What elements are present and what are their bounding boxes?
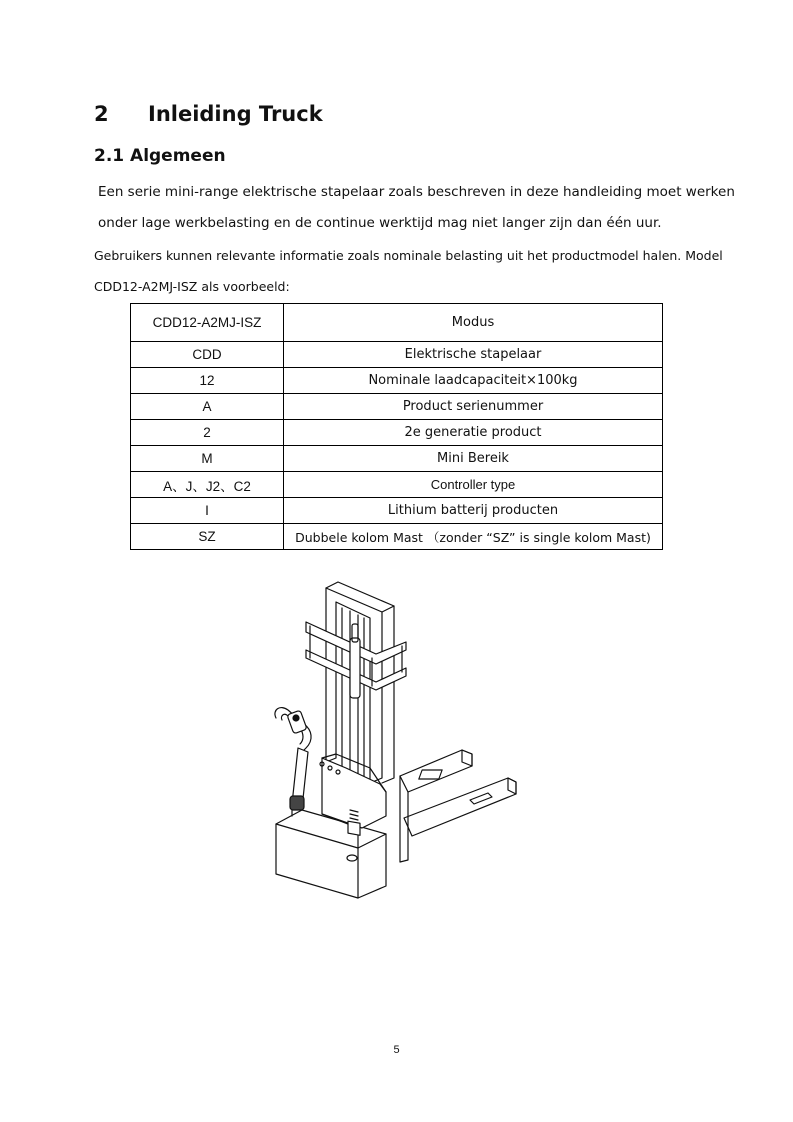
table-cell-meaning: Controller type [284, 472, 663, 498]
section-number: 2 [94, 102, 109, 126]
page-number: 5 [393, 1044, 400, 1056]
table-cell-code: CDD [131, 342, 284, 368]
table-row [131, 524, 663, 550]
table-cell-meaning: Lithium batterij producten [284, 498, 663, 524]
table-cell-meaning: Nominale laadcapaciteit×100kg [284, 368, 663, 394]
table-cell-code: 12 [131, 368, 284, 394]
table-row [131, 420, 663, 446]
paragraph-line-1: Een serie mini-range elektrische stapelaar zoals beschreven in deze handleiding moet werken [98, 184, 735, 200]
table-cell-code: M [131, 446, 284, 472]
table-row [131, 368, 663, 394]
table-cell-code: SZ [131, 524, 284, 550]
table-cell-meaning: Elektrische stapelaar [284, 342, 663, 368]
table-cell-meaning: Product serienummer [284, 394, 663, 420]
forks-drawing [400, 750, 516, 862]
table-cell-meaning: 2e generatie product [284, 420, 663, 446]
section-heading [94, 102, 323, 126]
mast-drawing [306, 582, 406, 783]
table-row [131, 342, 663, 368]
table-row [131, 498, 663, 524]
tiller-handle-drawing [275, 708, 311, 810]
table-cell-code: I [131, 498, 284, 524]
table-cell-code: 2 [131, 420, 284, 446]
table-row [131, 394, 663, 420]
subsection-heading: 2.1 Algemeen [94, 146, 226, 166]
table-header-cell: Modus [284, 304, 663, 342]
table-cell-code: A [131, 394, 284, 420]
table-header-row [131, 304, 663, 342]
table-cell-meaning: Mini Bereik [284, 446, 663, 472]
table-cell-code: A、J、J2、C2 [131, 472, 284, 498]
electric-stacker-illustration [262, 578, 522, 903]
table-header-cell: CDD12-A2MJ-ISZ [131, 304, 284, 342]
paragraph-line-2: onder lage werkbelasting en de continue werktijd mag niet langer zijn dan één uur. [98, 215, 662, 231]
paragraph-line-3: Gebruikers kunnen relevante informatie zoals nominale belasting uit het productmodel halen. Model [94, 248, 723, 263]
paragraph-line-4: CDD12-A2MJ-ISZ als voorbeeld: [94, 279, 290, 294]
section-title: Inleiding Truck [148, 102, 323, 126]
model-code-table [130, 303, 663, 550]
table-cell-meaning: Dubbele kolom Mast （zonder “SZ” is single kolom Mast) [284, 524, 663, 550]
table-row [131, 472, 663, 498]
table-row [131, 446, 663, 472]
